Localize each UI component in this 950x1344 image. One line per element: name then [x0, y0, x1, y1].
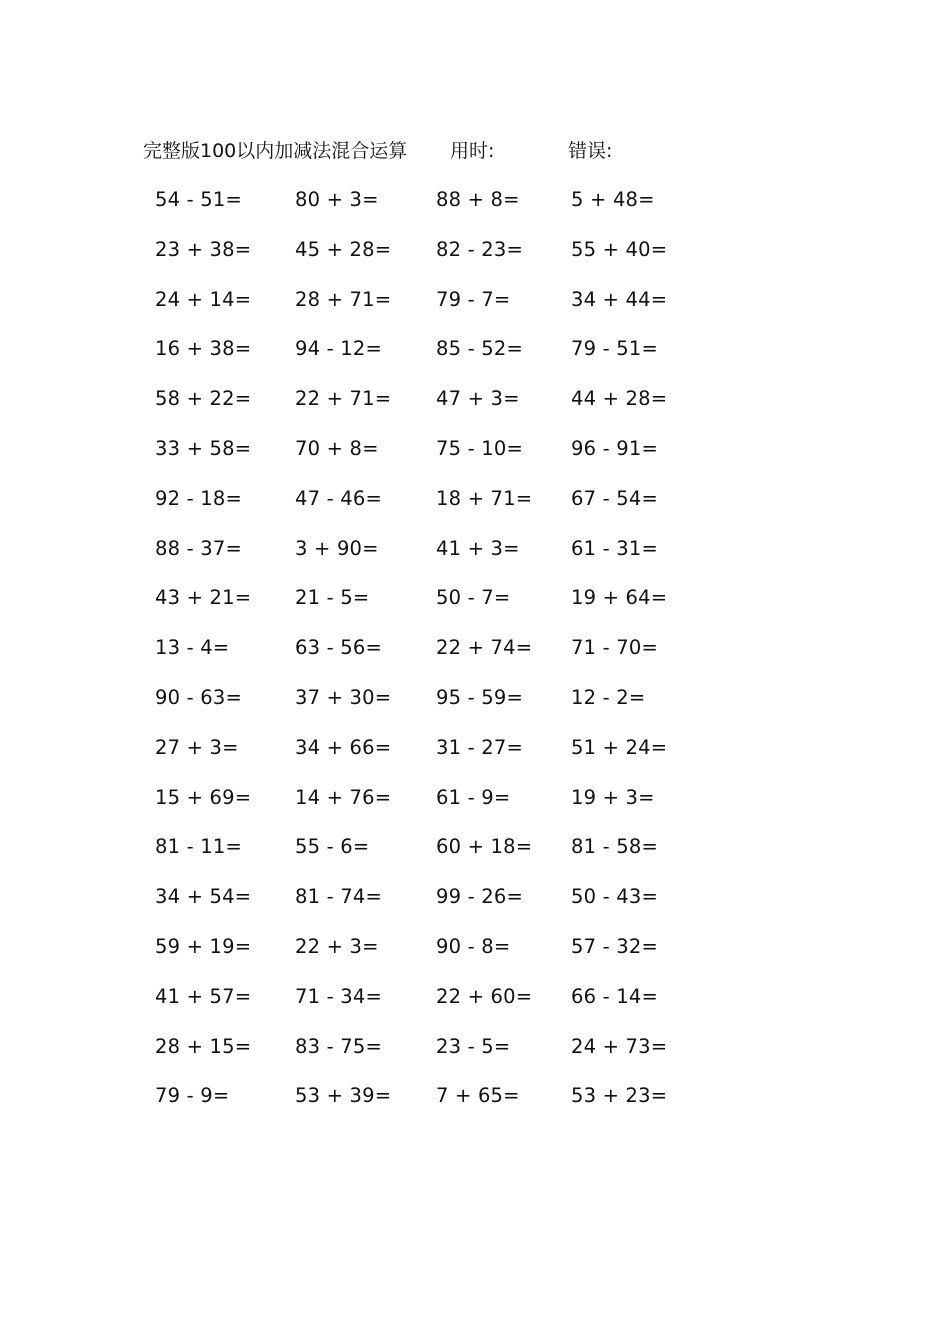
problem-item: 55 + 40=	[571, 237, 668, 261]
problem-item: 85 - 52=	[436, 337, 523, 361]
problem-item: 92 - 18=	[155, 486, 242, 510]
problem-item: 14 + 76=	[295, 785, 392, 809]
problem-item: 60 + 18=	[436, 835, 533, 859]
problem-item: 37 + 30=	[295, 685, 392, 709]
problem-item: 47 - 46=	[295, 486, 382, 510]
problem-item: 22 + 3=	[295, 934, 379, 958]
problem-row	[0, 681, 950, 731]
problem-item: 21 - 5=	[295, 586, 370, 610]
problem-row	[0, 432, 950, 482]
problem-item: 88 - 37=	[155, 536, 242, 560]
problem-item: 16 + 38=	[155, 337, 252, 361]
problem-item: 80 + 3=	[295, 188, 379, 211]
problem-item: 94 - 12=	[295, 337, 382, 361]
problem-row	[0, 1030, 950, 1080]
time-used-label: 用时:	[450, 140, 495, 162]
problem-item: 99 - 26=	[436, 885, 523, 909]
problem-item: 53 + 23=	[571, 1084, 668, 1108]
problem-item: 53 + 39=	[295, 1084, 392, 1108]
problem-row	[0, 332, 950, 382]
problem-item: 19 + 64=	[571, 586, 668, 610]
problem-row	[0, 581, 950, 631]
problem-row	[0, 283, 950, 333]
problem-item: 79 - 7=	[436, 287, 511, 311]
worksheet-header	[0, 136, 950, 166]
problem-item: 44 + 28=	[571, 387, 668, 411]
problem-item: 79 - 9=	[155, 1084, 230, 1108]
problem-row	[0, 532, 950, 582]
problem-item: 59 + 19=	[155, 934, 252, 958]
problem-item: 41 + 57=	[155, 984, 252, 1008]
problem-item: 23 - 5=	[436, 1034, 511, 1058]
problem-item: 82 - 23=	[436, 237, 523, 261]
problem-item: 41 + 3=	[436, 536, 520, 560]
problem-row	[0, 1079, 950, 1129]
problem-item: 18 + 71=	[436, 486, 533, 510]
problem-item: 23 + 38=	[155, 237, 252, 261]
problem-item: 81 - 74=	[295, 885, 382, 909]
problem-row	[0, 830, 950, 880]
problem-item: 3 + 90=	[295, 536, 379, 560]
problem-row	[0, 980, 950, 1030]
problem-item: 12 - 2=	[571, 685, 646, 709]
problem-item: 34 + 44=	[571, 287, 668, 311]
problem-item: 90 - 8=	[436, 934, 511, 958]
problem-item: 22 + 74=	[436, 636, 533, 660]
problem-row	[0, 631, 950, 681]
problem-item: 31 - 27=	[436, 735, 523, 759]
problem-item: 50 - 43=	[571, 885, 658, 909]
problem-row	[0, 880, 950, 930]
problem-grid	[0, 183, 950, 1129]
problem-item: 34 + 54=	[155, 885, 252, 909]
problem-item: 95 - 59=	[436, 685, 523, 709]
problem-item: 55 - 6=	[295, 835, 370, 859]
problem-item: 81 - 11=	[155, 835, 242, 859]
problem-row	[0, 781, 950, 831]
worksheet-title: 完整版100以内加减法混合运算	[143, 140, 408, 162]
problem-item: 70 + 8=	[295, 436, 379, 460]
problem-item: 22 + 71=	[295, 387, 392, 411]
problem-item: 67 - 54=	[571, 486, 658, 510]
problem-item: 66 - 14=	[571, 984, 658, 1008]
problem-item: 71 - 70=	[571, 636, 658, 660]
problem-item: 58 + 22=	[155, 387, 252, 411]
problem-row	[0, 731, 950, 781]
problem-item: 61 - 31=	[571, 536, 658, 560]
problem-item: 28 + 15=	[155, 1034, 252, 1058]
problem-item: 27 + 3=	[155, 735, 239, 759]
problem-row	[0, 482, 950, 532]
problem-item: 5 + 48=	[571, 188, 655, 211]
problem-item: 47 + 3=	[436, 387, 520, 411]
problem-item: 51 + 24=	[571, 735, 668, 759]
problem-item: 54 - 51=	[155, 188, 242, 211]
problem-item: 33 + 58=	[155, 436, 252, 460]
problem-item: 88 + 8=	[436, 188, 520, 211]
problem-item: 79 - 51=	[571, 337, 658, 361]
problem-item: 57 - 32=	[571, 934, 658, 958]
problem-row	[0, 183, 950, 233]
problem-item: 19 + 3=	[571, 785, 655, 809]
problem-item: 28 + 71=	[295, 287, 392, 311]
problem-item: 45 + 28=	[295, 237, 392, 261]
problem-item: 90 - 63=	[155, 685, 242, 709]
problem-item: 24 + 14=	[155, 287, 252, 311]
problem-item: 61 - 9=	[436, 785, 511, 809]
problem-item: 13 - 4=	[155, 636, 230, 660]
problem-item: 7 + 65=	[436, 1084, 520, 1108]
problem-row	[0, 382, 950, 432]
problem-item: 22 + 60=	[436, 984, 533, 1008]
problem-item: 75 - 10=	[436, 436, 523, 460]
problem-item: 15 + 69=	[155, 785, 252, 809]
problem-row	[0, 233, 950, 283]
problem-item: 71 - 34=	[295, 984, 382, 1008]
problem-item: 24 + 73=	[571, 1034, 668, 1058]
problem-item: 83 - 75=	[295, 1034, 382, 1058]
problem-item: 96 - 91=	[571, 436, 658, 460]
problem-item: 63 - 56=	[295, 636, 382, 660]
problem-item: 50 - 7=	[436, 586, 511, 610]
problem-item: 81 - 58=	[571, 835, 658, 859]
problem-item: 43 + 21=	[155, 586, 252, 610]
problem-item: 34 + 66=	[295, 735, 392, 759]
problem-row	[0, 930, 950, 980]
errors-label: 错误:	[568, 140, 613, 162]
